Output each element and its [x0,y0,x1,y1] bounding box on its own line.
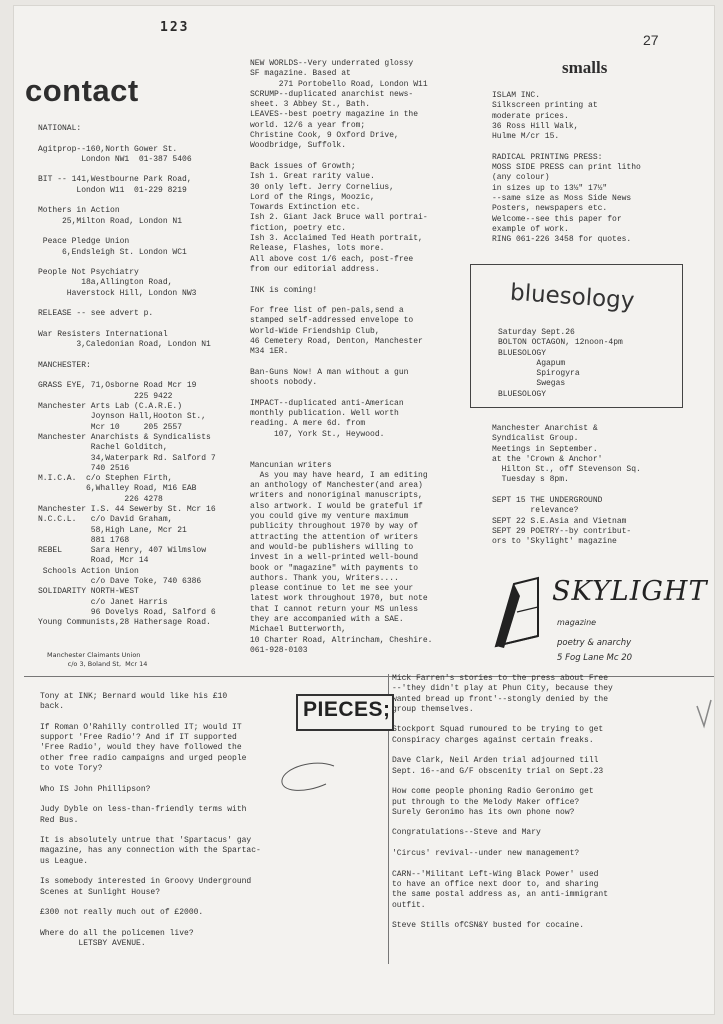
bluesology-logo: bluesology [509,279,636,315]
pieces-gossip-left: Tony at INK; Bernard would like his £10 back. If Roman O'Rahilly controlled IT; would IT support 'Free Radio'? And if IT supported 'Free Radio', would they have followed the other free radio campaigns and urged people to vote Tory? Who IS John Phillipson? Judy Dyble on less-than-friendly terms with Red Bus. It is absolutely untrue that 'Spartacus' gay magazine, has any connection with the Spartac- us League. Is somebody interested in Groovy Underground Scenes at Sunlight House? £300 not really much out of £2000. Where do all the policemen live? LETSBY AVENUE. [40,692,261,949]
skylight-logo-text: SKYLIGHT [552,576,708,607]
middle-column-notices: NEW WORLDS--Very underrated glossy SF magazine. Based at 271 Portobello Road, London W11 SCRUMP--duplicated anarchist news- sheet. 3 Abbey St., Bath. LEAVES--best poetry magazine in the world. 12/6 a year from; Christine Cook, 9 Oxford Drive, Woodbridge, Suffolk. Back issues of Growth; Ish 1. Great rarity value. 30 only left. Jerry Cornelius, Lord of the Rings, Moozic, Towards Extinction etc. Ish 2. Giant Jack Bruce wall portrai- fiction, poetry etc. Ish 3. Acclaimed Ted Heath portrait, Release, Flashes, lots more. All above cost 1/6 each, post-free from our editorial address. INK is coming! For free list of pen-pals,send a stamped self-addressed envelope to World-Wide Friendship Club, 46 Cemetery Road, Denton, Manchester M34 1ER. Ban-Guns Now! A man without a gun shoots nobody. IMPACT--duplicated anti-American monthly publication. Well worth reading. A mere 6d. from 107, York St., Heywood. Mancunian writers As you may have heard, I am editing an anthology of Manchester(and area) writers and nonoriginal manuscripts, also artwork. I would be grateful if you could give my venture maximum publicity throughout 1970 by way of attracting the attention of writers and would-be publishers willing to invest in a well-printed well-bound book or "magazine" with payments to authors. Thank you, Writers.... please continue to let me see your latest work throughout 1970, but note that I cannot return your MS unless they are accompanied with a SAE. Michael Butterworth, 10 Charter Road, Altrincham, Cheshire. 061-928-0103 [250,59,433,655]
page-number-left: 123 [160,20,190,35]
pieces-gossip-right: Mick Farren's stories to the press about Free --'they didn't play at Phun City, because they wanted bread up front'--stongly denied by the group themselves. Stockport Squad rumoured to be trying to get Conspiracy charges against certain freaks. Dave Clark, Neil Arden trial adjourned till Sept. 16--and G/F obscenity trial on Sept.23 How come people phoning Radio Geronimo get put through to the Melody Maker office? Surely Geronimo has its own phone now? Congratulations--Steve and Mary 'Circus' revival--under new management? CARN--'Militant Left-Wing Black Power' used to have an office next door to, and sharing the same postal address as, an anti-immigrant outfit. Steve Stills ofCSN&Y busted for cocaine. [392,674,613,931]
pen-scribble [264,758,344,798]
bluesology-details: Saturday Sept.26 BOLTON OCTAGON, 12noon-4pm BLUESOLOGY Agapum Spirogyra Swegas BLUESOLOGY [498,328,623,399]
smalls-listings: ISLAM INC. Silkscreen printing at moderate prices. 36 Ross Hill Walk, Hulme M/cr 15. RADICAL PRINTING PRESS: MOSS SIDE PRESS can print litho (any colour) in sizes up to 13½" 17½" --same size as Moss Side News Posters, newspapers etc. Welcome--see this paper for example of work. RING 061-226 3458 for quotes. [492,91,641,245]
pen-tick-mark [694,696,714,736]
handwritten-claimants-union: Manchester Claimants Union c/o 3, Boland St, Mcr 14 [47,651,148,668]
contact-listings: NATIONAL: Agitprop--160,North Gower St. London NW1 01-387 5406 BIT -- 141,Westbourne Park Road, London W11 01-229 8219 Mothers in Action 25,Milton Road, London N1 Peace Pledge Union 6,Endsleigh St. London WC1 People Not Psychiatry 18a,Allington Road, Haverstock Hill, London NW3 RELEASE -- see advert p. War Resisters International 3,Caledonian Road, London N1 MANCHESTER: GRASS EYE, 71,Osborne Road Mcr 19 225 9422 Manchester Arts Lab (C.A.R.E.) Joynson Hall,Hooton St., Mcr 10 205 2557 Manchester Anarchists & Syndicalists Rachel Golditch, 34,Waterpark Rd. Salford 7 740 2516 M.I.C.A. c/o Stephen Firth, 6,Whalley Road, M16 EAB 226 4278 Manchester I.S. 44 Sewerby St. Mcr 16 N.C.C.L. c/o David Graham, 58,High Lane, Mcr 21 881 1768 REBEL Sara Henry, 407 Wilmslow Road, Mcr 14 Schools Action Union c/o Dave Toke, 740 6386 SOLIDARITY NORTH-WEST c/o Janet Harris 96 Dovelys Road, Salford 6 Young Communists,28 Hathersage Road. [38,124,216,628]
smalls-heading: smalls [562,58,608,77]
magazine-page [14,6,714,1014]
contact-heading: contact [25,73,139,108]
skylight-window-icon [486,576,548,654]
skylight-address: 5 Fog Lane Mc 20 [557,653,633,663]
skylight-tagline: poetry & anarchy [557,638,632,648]
skylight-magazine-label: magazine [557,618,597,627]
anarchist-group-notice: Manchester Anarchist & Syndicalist Group. Meetings in September. at the 'Crown & Anchor' Hilton St., off Stevenson Sq. Tuesday s 8pm. SEPT 15 THE UNDERGROUND relevance? SEPT 22 S.E.Asia and Vietnam SEPT 29 POETRY--by contribut- ors to 'Skylight' magazine [492,424,641,547]
page-number-right: 27 [643,32,659,48]
pieces-heading: PIECES; [303,698,391,721]
